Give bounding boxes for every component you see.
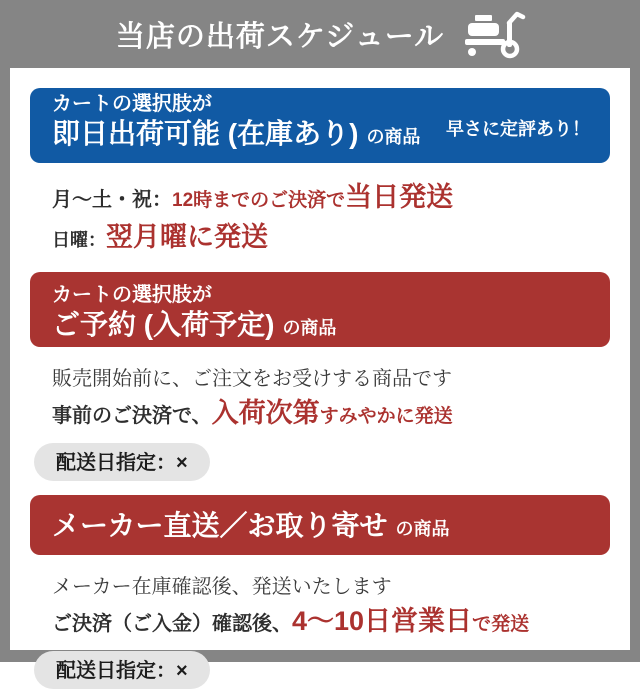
instock-banner-suffix: の商品 xyxy=(366,127,421,147)
luggage-cart-icon xyxy=(460,10,524,58)
direct-order-banner-suffix: の商品 xyxy=(395,519,450,539)
preorder-banner xyxy=(30,272,610,347)
direct-order-details xyxy=(52,571,610,643)
sunday-shipping-row xyxy=(52,219,610,258)
sunday-result: 翌月曜に発送 xyxy=(106,222,268,252)
instock-banner-text xyxy=(52,91,420,151)
direct-order-delivery-date-badge: 配送日指定：× xyxy=(34,651,210,689)
content-area xyxy=(10,68,630,682)
preorder-banner-line1: カートの選択肢が xyxy=(52,284,212,306)
header xyxy=(0,0,640,68)
instock-banner-line2 xyxy=(52,117,420,151)
preorder-details xyxy=(52,363,610,435)
weekday-condition: 12時までのご決済で xyxy=(172,190,346,211)
instock-banner xyxy=(30,88,610,163)
preorder-tail: すみやかに発送 xyxy=(319,406,453,427)
page-title: 当店の出荷スケジュール xyxy=(115,20,445,53)
instock-details xyxy=(52,179,610,258)
preorder-result: 入荷次第 xyxy=(211,398,320,428)
preorder-banner-line2 xyxy=(52,308,590,342)
preorder-banner-suffix: の商品 xyxy=(282,318,337,338)
instock-banner-note: 早さに定評あり！ xyxy=(446,119,590,139)
preorder-description: 販売開始前に、ご注文をお受けする商品です xyxy=(52,368,452,390)
preorder-label: 事前のご決済で、 xyxy=(52,405,212,427)
instock-banner-main: 即日出荷可能 (在庫あり) xyxy=(52,118,359,149)
sunday-label: 日曜： xyxy=(52,230,106,250)
direct-order-description: メーカー在庫確認後、発送いたします xyxy=(52,576,392,598)
direct-order-banner-main: メーカー直送／お取り寄せ xyxy=(52,510,388,541)
weekday-result: 当日発送 xyxy=(345,182,454,212)
preorder-shipping-row xyxy=(52,395,610,435)
direct-order-shipping-row xyxy=(52,603,610,643)
weekday-shipping-row xyxy=(52,179,610,219)
direct-order-tail: で発送 xyxy=(472,614,530,635)
preorder-banner-main: ご予約 (入荷予定) xyxy=(52,309,275,340)
direct-order-result: 4〜10日営業日 xyxy=(292,606,473,636)
preorder-delivery-date-badge: 配送日指定：× xyxy=(34,443,210,481)
direct-order-label: ご決済（ご入金）確認後、 xyxy=(52,613,292,635)
weekday-label: 月〜土・祝： xyxy=(52,189,172,211)
direct-order-banner xyxy=(30,495,610,555)
instock-banner-line1: カートの選択肢が xyxy=(52,93,212,115)
